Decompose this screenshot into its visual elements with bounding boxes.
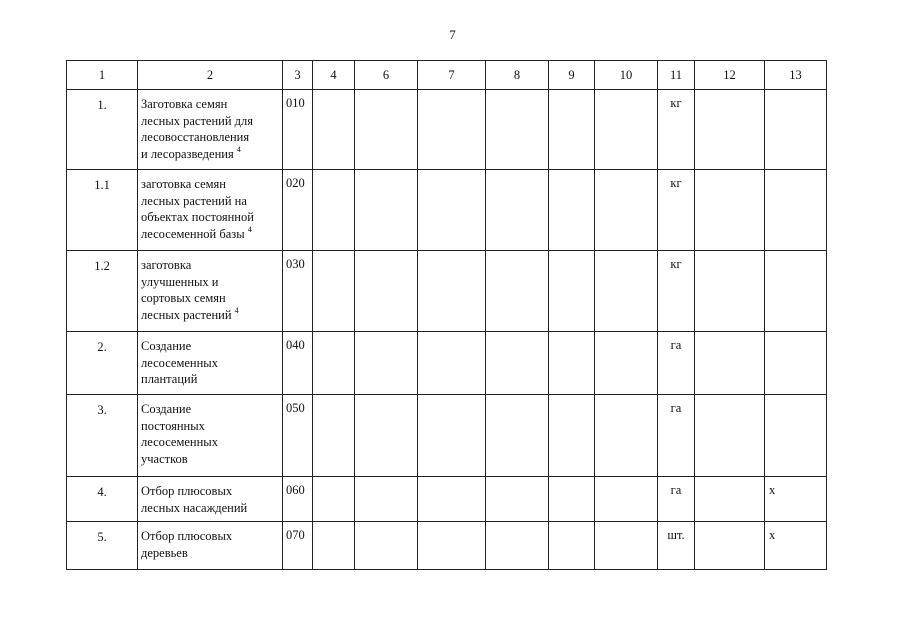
- empty-cell: [486, 90, 549, 170]
- col13-mark: х: [765, 522, 827, 570]
- footnote-marker: 4: [247, 224, 252, 234]
- empty-cell: [486, 522, 549, 570]
- empty-cell: [355, 395, 418, 477]
- empty-cell: [695, 251, 765, 332]
- row-code: 020: [283, 170, 313, 251]
- column-header: 3: [283, 61, 313, 90]
- indicator-name-line: Заготовка семян: [141, 97, 228, 111]
- row-code: 010: [283, 90, 313, 170]
- row-code: 070: [283, 522, 313, 570]
- empty-cell: [595, 251, 658, 332]
- table-row: [67, 90, 827, 170]
- column-header: 1: [67, 61, 138, 90]
- empty-cell: [355, 251, 418, 332]
- header-row: [67, 61, 827, 90]
- empty-cell: [595, 90, 658, 170]
- indicator-name-line: лесосеменных: [141, 355, 218, 370]
- indicator-name: [138, 170, 283, 251]
- empty-cell: [313, 90, 355, 170]
- indicator-name: [138, 251, 283, 332]
- indicator-name-line: лесосеменной базы: [141, 226, 245, 241]
- empty-cell: [549, 522, 595, 570]
- empty-cell: [355, 477, 418, 522]
- indicator-name-line: объектах постоянной: [141, 210, 254, 224]
- empty-cell: [355, 90, 418, 170]
- indicator-name-line: лесосеменных: [141, 435, 218, 449]
- indicator-name-line: лесных растений для: [141, 113, 254, 128]
- column-header: 12: [695, 61, 765, 90]
- column-header: 9: [549, 61, 595, 90]
- empty-cell: [313, 522, 355, 570]
- empty-cell: [595, 522, 658, 570]
- empty-cell: [595, 395, 658, 477]
- column-header: 7: [418, 61, 486, 90]
- indicator-name: [138, 522, 283, 570]
- empty-cell: [418, 332, 486, 395]
- row-number: 1.: [67, 90, 138, 170]
- empty-cell: [418, 251, 486, 332]
- empty-cell: [595, 170, 658, 251]
- empty-cell: [418, 477, 486, 522]
- unit-of-measure: шт.: [658, 522, 695, 570]
- empty-cell: [486, 251, 549, 332]
- table-row: [67, 522, 827, 570]
- indicator-name: [138, 477, 283, 522]
- empty-cell: [486, 395, 549, 477]
- row-code: 030: [283, 251, 313, 332]
- empty-cell: [313, 477, 355, 522]
- empty-cell: [695, 477, 765, 522]
- table-row: [67, 332, 827, 395]
- row-number: 5.: [67, 522, 138, 570]
- empty-cell: [486, 170, 549, 251]
- empty-cell: [313, 170, 355, 251]
- unit-of-measure: кг: [658, 251, 695, 332]
- indicator-name-line: Создание: [141, 402, 192, 416]
- column-header: 8: [486, 61, 549, 90]
- indicator-name-line: улучшенных и: [141, 274, 219, 289]
- empty-cell: [418, 522, 486, 570]
- empty-cell: [355, 170, 418, 251]
- indicator-name-line: деревьев: [141, 545, 188, 560]
- unit-of-measure: га: [658, 477, 695, 522]
- row-number: 3.: [67, 395, 138, 477]
- row-number: 2.: [67, 332, 138, 395]
- unit-of-measure: га: [658, 395, 695, 477]
- empty-cell: [355, 332, 418, 395]
- unit-of-measure: кг: [658, 170, 695, 251]
- data-table: [66, 60, 827, 570]
- row-code: 050: [283, 395, 313, 477]
- column-header: 13: [765, 61, 827, 90]
- empty-cell: [549, 251, 595, 332]
- indicator-name-line: лесных растений на: [141, 193, 247, 208]
- empty-cell: [313, 395, 355, 477]
- table-row: [67, 395, 827, 477]
- indicator-name-line: Создание: [141, 339, 192, 353]
- empty-cell: [695, 170, 765, 251]
- column-header: 4: [313, 61, 355, 90]
- row-number: 1.2: [67, 251, 138, 332]
- indicator-name-line: участков: [141, 451, 188, 466]
- indicator-name: [138, 90, 283, 170]
- indicator-name-line: сортовых семян: [141, 291, 226, 305]
- empty-cell: [549, 90, 595, 170]
- indicator-name-line: заготовка семян: [141, 177, 226, 191]
- indicator-name-line: заготовка: [141, 258, 192, 272]
- empty-cell: [695, 522, 765, 570]
- table-row: [67, 251, 827, 332]
- col13-mark: [765, 251, 827, 332]
- indicator-name-line: Отбор плюсовых: [141, 484, 233, 498]
- empty-cell: [549, 332, 595, 395]
- row-number: 4.: [67, 477, 138, 522]
- indicator-name-line: лесных растений: [141, 307, 232, 322]
- row-number: 1.1: [67, 170, 138, 251]
- col13-mark: [765, 90, 827, 170]
- empty-cell: [595, 332, 658, 395]
- empty-cell: [549, 170, 595, 251]
- empty-cell: [355, 522, 418, 570]
- indicator-name: [138, 332, 283, 395]
- empty-cell: [549, 395, 595, 477]
- footnote-marker: 4: [234, 305, 239, 315]
- page-number: 7: [449, 27, 456, 42]
- column-header: 6: [355, 61, 418, 90]
- empty-cell: [486, 477, 549, 522]
- empty-cell: [418, 170, 486, 251]
- column-header: 10: [595, 61, 658, 90]
- footnote-marker: 4: [236, 144, 241, 154]
- empty-cell: [595, 477, 658, 522]
- col13-mark: [765, 395, 827, 477]
- empty-cell: [418, 395, 486, 477]
- empty-cell: [695, 90, 765, 170]
- col13-mark: [765, 170, 827, 251]
- col13-mark: х: [765, 477, 827, 522]
- row-code: 060: [283, 477, 313, 522]
- empty-cell: [313, 332, 355, 395]
- col13-mark: [765, 332, 827, 395]
- indicator-name-line: лесовосстановления: [141, 130, 250, 144]
- indicator-name-line: плантаций: [141, 372, 198, 386]
- empty-cell: [486, 332, 549, 395]
- indicator-name-line: постоянных: [141, 418, 205, 433]
- column-header: 11: [658, 61, 695, 90]
- table-row: [67, 477, 827, 522]
- empty-cell: [313, 251, 355, 332]
- empty-cell: [418, 90, 486, 170]
- indicator-name-line: Отбор плюсовых: [141, 529, 233, 543]
- row-code: 040: [283, 332, 313, 395]
- empty-cell: [695, 395, 765, 477]
- unit-of-measure: кг: [658, 90, 695, 170]
- unit-of-measure: га: [658, 332, 695, 395]
- table-row: [67, 170, 827, 251]
- indicator-name: [138, 395, 283, 477]
- empty-cell: [695, 332, 765, 395]
- indicator-name-line: лесных насаждений: [141, 500, 248, 515]
- indicator-name-line: и лесоразведения: [141, 146, 234, 161]
- column-header: 2: [138, 61, 283, 90]
- empty-cell: [549, 477, 595, 522]
